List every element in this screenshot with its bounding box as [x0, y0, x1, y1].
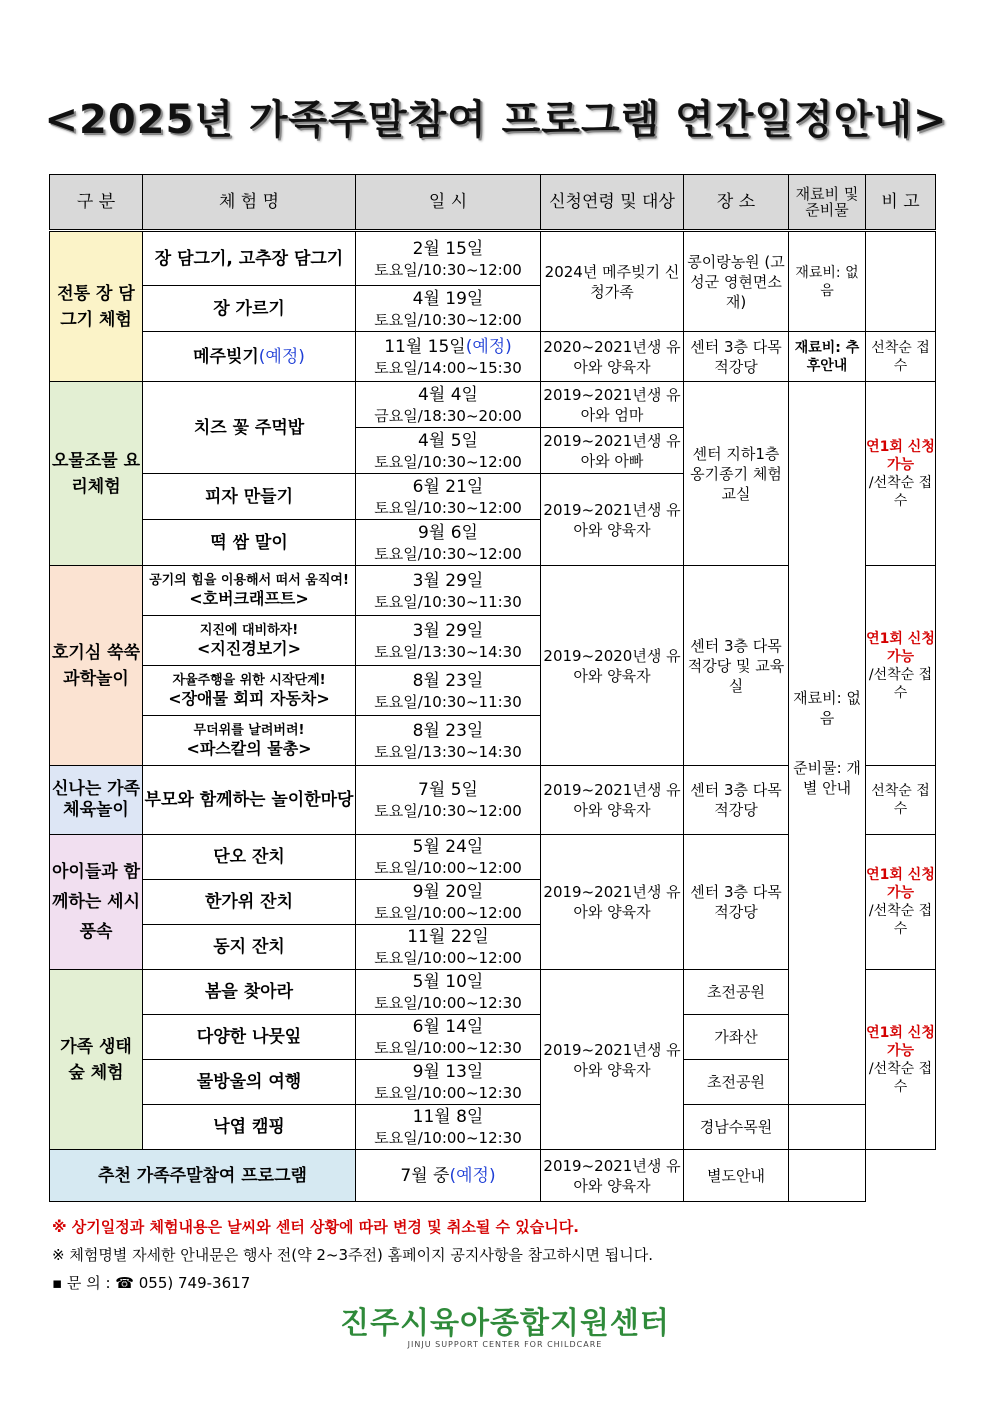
place-cell: 센터 3층 다목적강당 및 교육실 — [684, 566, 789, 766]
date-cell: 5월 24일 토요일/10:00~12:00 — [356, 835, 541, 880]
material-cell-common — [789, 382, 866, 1105]
date-cell: 11월 22일 토요일/10:00~12:00 — [356, 925, 541, 970]
target-cell: 2019~2021년생 유아와 양육자 — [541, 766, 684, 835]
program-cell: 단오 잔치 — [143, 835, 356, 880]
date-cell: 7월 5일 토요일/10:30~12:00 — [356, 766, 541, 835]
program-cell: 자율주행을 위한 시작단계! <장애물 회피 자동차> — [143, 666, 356, 716]
place-cell: 센터 3층 다목적강당 — [684, 332, 789, 382]
note-cell: 연1회 신청 가능 /선착순 접수 — [866, 566, 936, 766]
logo — [330, 1298, 680, 1358]
date-cell: 6월 14일 토요일/10:00~12:30 — [356, 1015, 541, 1060]
target-cell: 2019~2021년생 유아와 양육자 — [541, 835, 684, 970]
note-contact — [52, 1269, 932, 1297]
program-cell: 봄을 찾아라 — [143, 970, 356, 1015]
program-cell: 다양한 나뭇잎 — [143, 1015, 356, 1060]
date-cell: 4월 4일 금요일/18:30~20:00 — [356, 382, 541, 428]
date-cell: 3월 29일 토요일/10:30~11:30 — [356, 566, 541, 616]
program-cell: 부모와 함께하는 놀이한마당 — [143, 766, 356, 835]
date-cell: 3월 29일 토요일/13:30~14:30 — [356, 616, 541, 666]
target-cell: 2019~2020년생 유아와 양육자 — [541, 566, 684, 766]
target-cell: 2024년 메주빚기 신청가족 — [541, 231, 684, 332]
program-cell: 지진에 대비하자! <지진경보기> — [143, 616, 356, 666]
program-cell: 장 가르기 — [143, 286, 356, 332]
header-category: 구 분 — [50, 175, 143, 231]
date-cell: 9월 6일 토요일/10:30~12:00 — [356, 520, 541, 566]
place-cell: 경남수목원 — [684, 1105, 789, 1150]
place-cell: 가좌산 — [684, 1015, 789, 1060]
date-cell: 6월 21일 토요일/10:30~12:00 — [356, 474, 541, 520]
program-cell: 무더위를 날려버려! <파스칼의 물총> — [143, 716, 356, 766]
page-title: <2025년 가족주말참여 프로그램 연간일정안내> — [44, 97, 948, 143]
place-cell: 센터 3층 다목적강당 — [684, 835, 789, 970]
target-cell: 2019~2021년생 유아와 양육자 — [541, 1150, 684, 1202]
logo-main: 진주시육아종합지원센터 — [340, 1306, 670, 1341]
table-row — [50, 1105, 936, 1150]
table-header-row — [50, 175, 936, 231]
date-cell: 11월 15일(예정) 토요일/14:00~15:30 — [356, 332, 541, 382]
place-cell: 센터 지하1층 옹기종기 체험교실 — [684, 382, 789, 566]
contact-label: ▪ 문 의 : — [52, 1274, 111, 1292]
target-cell: 2019~2021년생 유아와 엄마 — [541, 382, 684, 428]
category-cell: 호기심 쑥쑥 과학놀이 — [50, 566, 143, 766]
note-info: ※ 체험명별 자세한 안내문은 행사 전(약 2~3주전) 홈페이지 공지사항을 참고하시면 됩니다. — [52, 1246, 654, 1264]
table-row — [50, 231, 936, 286]
date-cell: 8월 23일 토요일/13:30~14:30 — [356, 716, 541, 766]
header-material: 재료비 및 준비물 — [789, 175, 866, 231]
program-cell: 한가위 잔치 — [143, 880, 356, 925]
target-cell: 2019~2021년생 유아와 양육자 — [541, 970, 684, 1150]
date-cell: 11월 8일 토요일/10:00~12:30 — [356, 1105, 541, 1150]
note-cell: 선착순 접수 — [866, 766, 936, 835]
note-cell: 선착순 접수 — [866, 332, 936, 382]
date-cell: 4월 5일 토요일/10:30~12:00 — [356, 428, 541, 474]
category-cell: 오물조물 요리체험 — [50, 382, 143, 566]
program-cell: 떡 쌈 말이 — [143, 520, 356, 566]
place-cell: 초전공원 — [684, 970, 789, 1015]
table-row — [50, 332, 936, 382]
program-cell: 낙엽 캠핑 — [143, 1105, 356, 1150]
table-row — [50, 382, 936, 428]
header-place: 장 소 — [684, 175, 789, 231]
program-cell: 장 담그기, 고추장 담그기 — [143, 231, 356, 286]
table-row — [50, 1150, 936, 1202]
header-note: 비 고 — [866, 175, 936, 231]
program-cell: 동지 잔치 — [143, 925, 356, 970]
note-cell — [866, 231, 936, 332]
program-cell: 메주빚기(예정) — [143, 332, 356, 382]
target-cell: 2019~2021년생 유아와 양육자 — [541, 474, 684, 566]
place-cell: 센터 3층 다목적강당 — [684, 766, 789, 835]
place-cell: 초전공원 — [684, 1060, 789, 1105]
prep-text: 준비물: 개별 안내 — [793, 759, 861, 797]
header-target: 신청연령 및 대상 — [541, 175, 684, 231]
contact-phone: 055) 749-3617 — [138, 1274, 251, 1292]
date-cell: 4월 19일 토요일/10:30~12:00 — [356, 286, 541, 332]
category-cell: 추천 가족주말참여 프로그램 — [50, 1150, 356, 1202]
place-cell: 별도안내 — [684, 1150, 789, 1202]
note-cell — [789, 1150, 866, 1202]
place-cell: 콩이랑농원 (고성군 영현면소재) — [684, 231, 789, 332]
date-cell: 8월 23일 토요일/10:30~11:30 — [356, 666, 541, 716]
note-cell: 연1회 신청 가능 /선착순 접수 — [866, 382, 936, 566]
program-cell: 치즈 꽃 주먹밥 — [143, 382, 356, 474]
note-cell: 연1회 신청 가능 /선착순 접수 — [866, 970, 936, 1150]
program-cell: 물방울의 여행 — [143, 1060, 356, 1105]
program-cell: 공기의 힘을 이용해서 떠서 움직여! <호버크래프트> — [143, 566, 356, 616]
logo-sub: JINJU SUPPORT CENTER FOR CHILDCARE — [407, 1340, 603, 1349]
date-cell: 9월 20일 토요일/10:00~12:00 — [356, 880, 541, 925]
date-cell: 5월 10일 토요일/10:00~12:30 — [356, 970, 541, 1015]
date-cell: 9월 13일 토요일/10:00~12:30 — [356, 1060, 541, 1105]
category-cell: 신나는 가족 체육놀이 — [50, 766, 143, 835]
program-cell: 피자 만들기 — [143, 474, 356, 520]
note-warning: ※ 상기일정과 체험내용은 날씨와 센터 상황에 따라 변경 및 취소될 수 있습니다. — [52, 1218, 579, 1236]
date-cell: 2월 15일 토요일/10:30~12:00 — [356, 231, 541, 286]
notes — [52, 1213, 932, 1297]
schedule-table — [49, 174, 936, 1202]
material-cell: 재료비: 없음 — [789, 231, 866, 332]
header-program: 체 험 명 — [143, 175, 356, 231]
date-cell: 7월 중(예정) — [356, 1150, 541, 1202]
target-cell: 2020~2021년생 유아와 양육자 — [541, 332, 684, 382]
header-schedule: 일 시 — [356, 175, 541, 231]
phone-icon: ☎ — [115, 1274, 134, 1292]
material-cell: 재료비: 추후안내 — [789, 332, 866, 382]
category-cell: 아이들과 함께하는 세시풍속 — [50, 835, 143, 970]
target-cell: 2019~2021년생 유아와 아빠 — [541, 428, 684, 474]
category-cell: 전통 장 담그기 체험 — [50, 231, 143, 382]
note-cell: 연1회 신청 가능 /선착순 접수 — [866, 835, 936, 970]
material-text: 재료비: 없음 — [793, 689, 861, 727]
category-cell: 가족 생태 숲 체험 — [50, 970, 143, 1150]
